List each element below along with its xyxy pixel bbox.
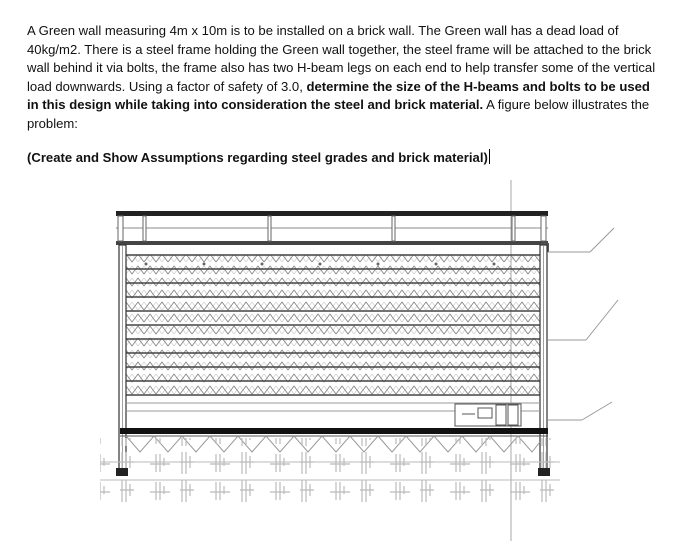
top-rail xyxy=(116,211,548,216)
left-foot xyxy=(116,468,128,476)
problem-bold-task: determine the size of the H-beams and bolts to be used in this design while taking into consideration the steel and brick material. xyxy=(27,78,650,113)
base-beam xyxy=(120,428,548,434)
assumptions-text: (Create and Show Assumptions regarding steel grades and brick material) xyxy=(27,150,488,165)
equipment-box xyxy=(455,404,521,426)
problem-outro: A figure below illustrates the problem: xyxy=(27,97,650,131)
upper-rail xyxy=(116,241,548,245)
ground-bricks xyxy=(100,438,560,502)
right-foot xyxy=(538,468,550,476)
leader-lines xyxy=(548,228,618,420)
problem-intro: A Green wall measuring 4m x 10m is to be installed on a brick wall. The Green wall has a dead load of 40kg/m2. There is a steel frame holding the Green wall together, the steel frame will be attached to the brick wall behind it via bolts, the frame also has two H-beam legs on each end to help transfer some of the vertical load downwards. Using a factor of safety of 3.0, xyxy=(27,23,656,94)
